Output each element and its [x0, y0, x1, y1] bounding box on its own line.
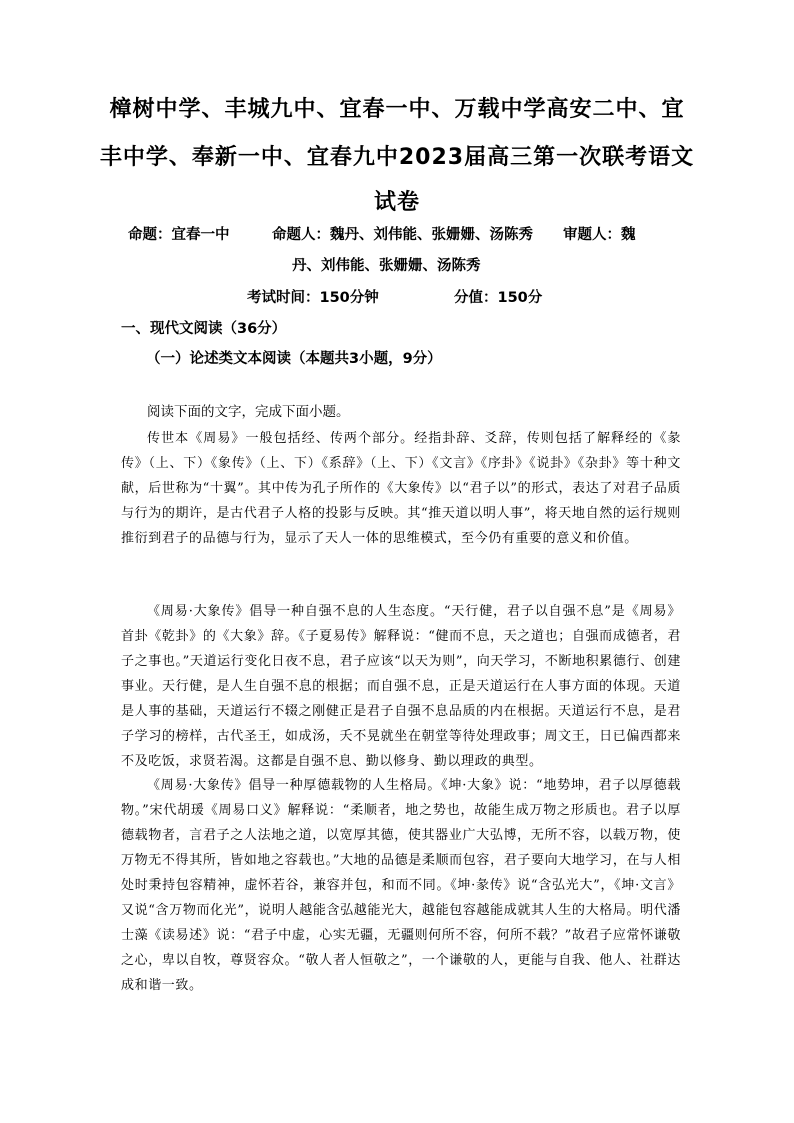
subsection-heading: （一）论述类文本阅读（本题共3小题，9分）	[146, 351, 442, 367]
exam-time: 考试时间：150分钟	[247, 290, 379, 306]
authors: 命题人：魏丹、刘伟能、张姗姗、汤陈秀	[272, 227, 533, 243]
exam-score: 分值：150分	[454, 290, 543, 306]
reviewer-start: 审题人：魏	[563, 227, 636, 243]
title-line-2: 丰中学、奉新一中、宜春九中2023届高三第一次联考语文	[99, 145, 695, 170]
paragraph-3: 《周易·大象传》倡导一种厚德载物的人生格局。《坤·大象》说：“地势坤，君子以厚德载物。”宋代胡瑗《周易口义》解释说：“柔顺者，地之势也，故能生成万物之形质也。君子以厚德载物者，言君子之人法地之道，以宽厚其德，使其器业广大弘博，无所不容，以载万物，使万物无不得其所，皆如地之容载也。”大地的品德是柔顺而包容，君子要向大地学习，在与人相处时秉持包容精神，虚怀若谷，兼容并包，和而不同。《坤·彖传》说“含弘光大”，《坤·文言》又说“含万物而化光”，说明人越能含弘越能光大，越能包容越能成就其人生的大格局。明代潘士藻《读易述》说：“君子中虚，心实无疆，无疆则何所不容，何所不载？”故君子应常怀谦敬之心，卑以自牧，尊贤容众。“敬人者人恒敬之”，一个谦敬的人，更能与自我、他人、社群达成和谐一致。	[121, 778, 681, 993]
reviewer-end: 丹、刘伟能、张姗姗、汤陈秀	[292, 258, 481, 274]
paragraph-1: 传世本《周易》一般包括经、传两个部分。经指卦辞、爻辞，传则包括了解释经的《彖传》（上、下）《象传》（上、下）《系辞》（上、下）《文言》《序卦》《说卦》《杂卦》等十种文献，后世称为“十翼”。其中传为孔子所作的《大象传》以“君子以”的形式，表达了对君子品质与行为的期许，是古代君子人格的投影与反映。其“推天道以明人事”，将天地自然的运行规则推衍到君子的品德与行为，显示了天人一体的思维模式，至今仍有重要的意义和价值。	[121, 431, 681, 546]
paragraph-2: 《周易·大象传》倡导一种自强不息的人生态度。“天行健，君子以自强不息”是《周易》首卦《乾卦》的《大象》辞。《子夏易传》解释说：“健而不息，天之道也；自强而成德者，君子之事也。”天道运行变化日夜不息，君子应该“以天为则”，向天学习，不断地积累德行、创建事业。天行健，是人生自强不息的根据；而自强不息，正是天道运行在人事方面的体现。天道是人事的基础，天道运行不辍之刚健正是君子自强不息品质的内在根据。天道运行不息，是君子学习的榜样，古代圣王，如成汤，夭不晃就坐在朝堂等待处理政事；周文王，日已偏西都来不及吃饭，求贤若渴。这都是自强不息、勤以修身、勤以理政的典型。	[121, 604, 681, 769]
section-heading: 一、现代文阅读（36分）	[121, 321, 287, 337]
proposer: 命题：宜春一中	[128, 227, 230, 243]
reading-instruction: 阅读下面的文字，完成下面小题。	[147, 404, 350, 420]
title-line-3: 试卷	[373, 190, 420, 215]
title-line-1: 樟树中学、丰城九中、宜春一中、万载中学高安二中、宜	[109, 97, 685, 122]
